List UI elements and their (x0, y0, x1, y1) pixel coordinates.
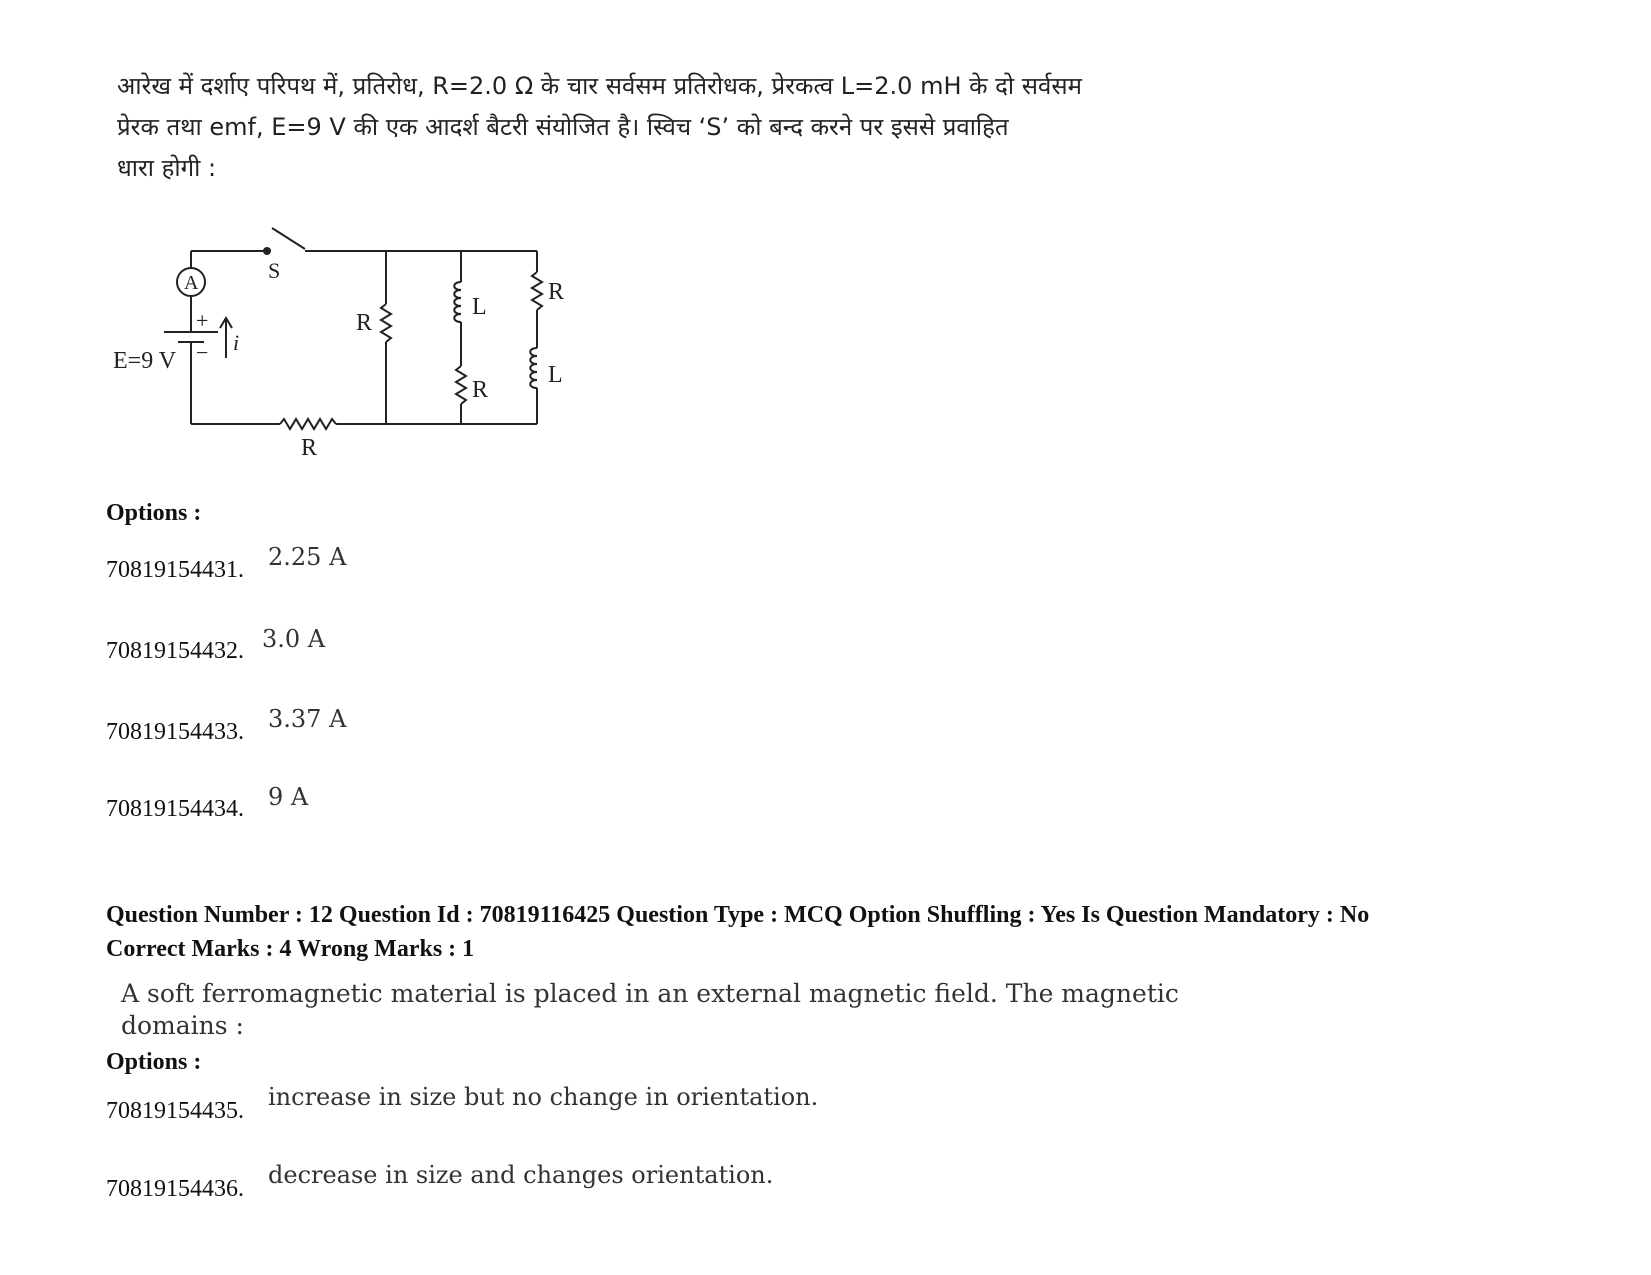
option-value[interactable]: 3.0 A (262, 625, 326, 653)
option-id: 70819154434. (106, 796, 244, 822)
emf-label: E=9 V (113, 348, 177, 374)
battery-plus: + (196, 308, 209, 333)
options-heading: Options : (106, 1049, 202, 1075)
question-1-text (117, 66, 1217, 189)
question-2-line: domains : (121, 1011, 244, 1040)
resistor-label: R (356, 310, 373, 336)
option-value[interactable]: increase in size but no change in orientation. (268, 1083, 819, 1111)
question-2-text (121, 978, 1179, 1042)
circuit-diagram (100, 220, 580, 470)
current-label: i (233, 330, 240, 355)
option-value[interactable]: decrease in size and changes orientation. (268, 1161, 774, 1189)
options-heading: Options : (106, 500, 202, 526)
resistor-label: R (301, 435, 318, 461)
question-1-line: धारा होगी : (117, 154, 217, 182)
option-id: 70819154433. (106, 719, 244, 745)
option-value[interactable]: 2.25 A (268, 543, 347, 571)
switch-label: S (268, 258, 281, 283)
inductor-label: L (472, 294, 487, 320)
question-2-line: A soft ferromagnetic material is placed in an external magnetic field. The magnetic (121, 979, 1179, 1008)
inductor-label: L (548, 362, 563, 388)
switch-terminal (263, 247, 271, 255)
question-1-line: आरेख में दर्शाए परिपथ में, प्रतिरोध, R=2.0 Ω के चार सर्वसम प्रतिरोधक, प्रेरकत्व L=2.0 mH के दो सर्वसम (117, 72, 1082, 100)
resistor-label: R (548, 279, 565, 305)
option-id: 70819154432. (106, 638, 244, 664)
option-id: 70819154435. (106, 1098, 244, 1124)
option-value[interactable]: 3.37 A (268, 705, 347, 733)
option-id: 70819154431. (106, 557, 244, 583)
resistor-label: R (472, 377, 489, 403)
ammeter-label: A (184, 272, 199, 294)
option-id: 70819154436. (106, 1176, 244, 1202)
battery-minus: − (196, 340, 209, 365)
question-marks-line: Correct Marks : 4 Wrong Marks : 1 (106, 936, 475, 962)
option-value[interactable]: 9 A (268, 783, 309, 811)
question-1-line: प्रेरक तथा emf, E=9 V की एक आदर्श बैटरी संयोजित है। स्विच ‘S’ को बन्द करने पर इससे प्रवाहित (117, 113, 1009, 141)
question-meta-line: Question Number : 12 Question Id : 70819116425 Question Type : MCQ Option Shuffling : Yes Is Question Mandatory : No (106, 902, 1370, 928)
question-meta (106, 898, 1369, 966)
